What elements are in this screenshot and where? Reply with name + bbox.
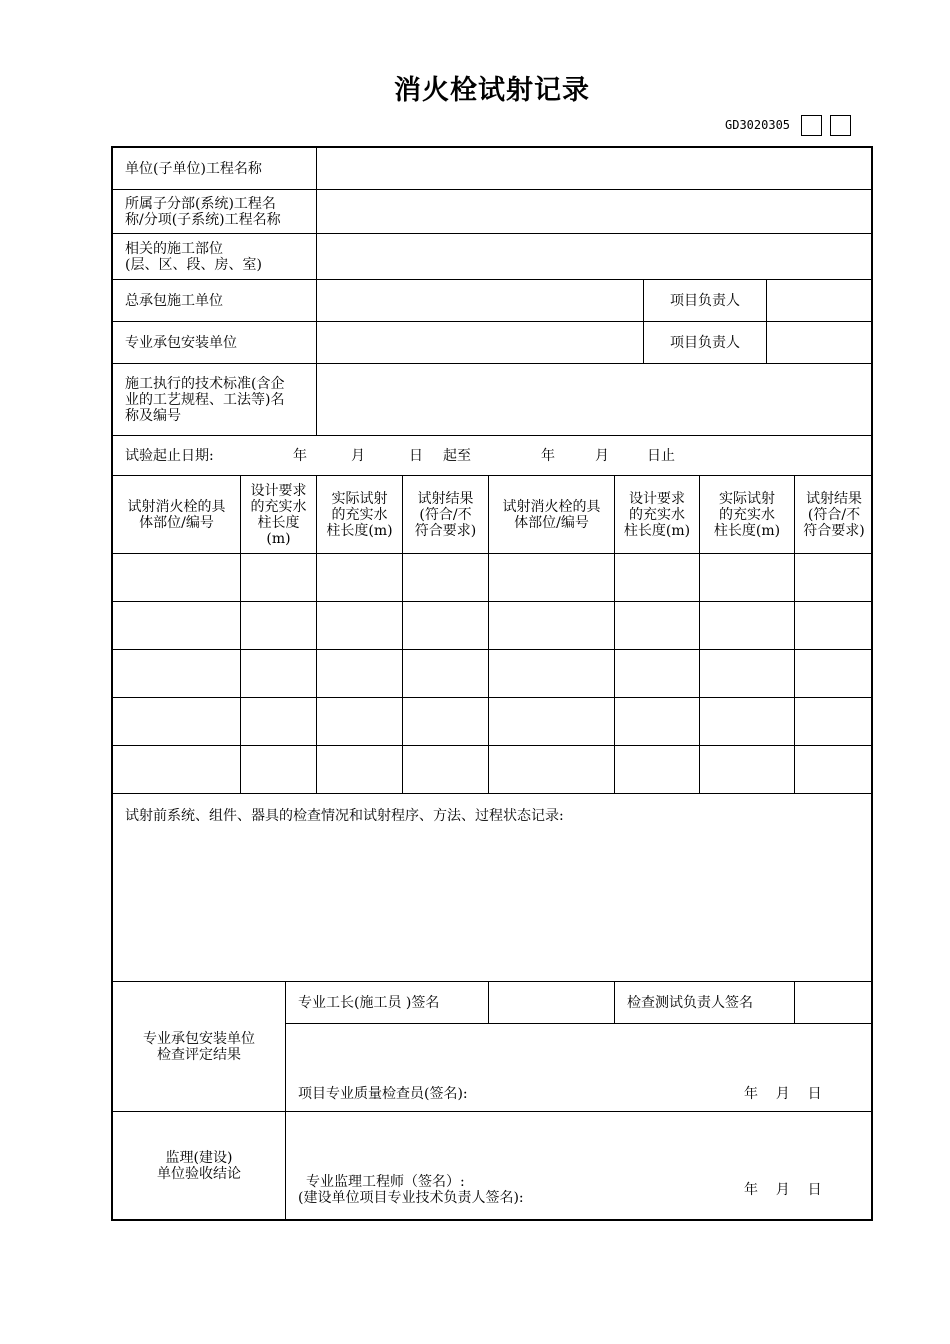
tester-signature-label: 检查测试负责人签名 <box>615 982 795 1024</box>
header-line: 符合要求) <box>414 522 477 539</box>
end-suffix-label: 日止 <box>647 448 675 464</box>
specialty-contractor-field[interactable] <box>317 322 644 364</box>
test-table-cell[interactable] <box>489 554 615 602</box>
header-line: 试射结果 <box>806 490 862 507</box>
standard-field[interactable] <box>317 364 873 436</box>
test-table-cell[interactable] <box>489 602 615 650</box>
test-table-cell[interactable] <box>795 650 873 698</box>
header-line: 的充实水 <box>331 506 388 523</box>
header-line: (m) <box>266 530 291 547</box>
test-table-cell[interactable] <box>317 650 403 698</box>
record-form <box>111 146 873 1221</box>
supervision-section-label: 监理(建设) 单位验收结论 <box>113 1112 286 1219</box>
general-contractor-label: 总承包施工单位 <box>113 280 317 322</box>
test-table-cell[interactable] <box>317 698 403 746</box>
test-table-cell[interactable] <box>113 602 241 650</box>
general-contractor-field[interactable] <box>317 280 644 322</box>
test-table-cell[interactable] <box>615 746 700 794</box>
qc-inspector-area[interactable] <box>286 1024 873 1112</box>
location-label: 相关的施工部位 (层、区、段、房、室) <box>113 234 317 280</box>
header-line: 的充实水 <box>718 506 775 523</box>
test-table-cell[interactable] <box>241 746 317 794</box>
test-table-header-cell <box>113 476 241 554</box>
form-code: GD3020305 <box>725 118 791 132</box>
header-line: 实际试射 <box>718 490 775 507</box>
supervision-conclusion-area[interactable] <box>286 1112 873 1219</box>
end-month-label: 月 <box>595 448 609 464</box>
contractor-section-label: 专业承包安装单位 检查评定结果 <box>113 982 286 1112</box>
header-line: 体部位/编号 <box>514 514 589 531</box>
test-table-header-cell <box>700 476 795 554</box>
test-table-cell[interactable] <box>700 698 795 746</box>
tester-signature-field[interactable] <box>795 982 873 1024</box>
code-box-2[interactable] <box>830 115 851 136</box>
unit-project-name-field[interactable] <box>317 148 873 190</box>
test-table-cell[interactable] <box>795 698 873 746</box>
header-line: 的充实水 <box>250 498 307 515</box>
test-table-cell[interactable] <box>403 602 489 650</box>
test-table-header-cell <box>403 476 489 554</box>
header-line: 设计要求 <box>628 490 685 507</box>
foreman-signature-label: 专业工长(施工员 )签名 <box>286 982 489 1024</box>
header-line: (符合/不 <box>807 506 861 523</box>
header-line: 柱长度 <box>257 514 300 531</box>
specialty-contractor-label: 专业承包安装单位 <box>113 322 317 364</box>
test-table-cell[interactable] <box>489 698 615 746</box>
test-table-cell[interactable] <box>615 602 700 650</box>
start-year-label: 年 <box>293 448 307 464</box>
test-table-cell[interactable] <box>489 746 615 794</box>
test-dates-label: 试验起止日期: <box>125 448 214 464</box>
test-table-header-cell <box>615 476 700 554</box>
test-table-cell[interactable] <box>241 554 317 602</box>
test-table-cell[interactable] <box>615 554 700 602</box>
test-dates-row <box>113 436 873 476</box>
test-table-cell[interactable] <box>615 650 700 698</box>
foreman-signature-field[interactable] <box>489 982 615 1024</box>
header-line: 试射消火栓的具 <box>502 498 601 515</box>
test-table-cell[interactable] <box>241 650 317 698</box>
header-line: 设计要求 <box>250 482 307 499</box>
unit-project-name-label: 单位(子单位)工程名称 <box>113 148 317 190</box>
standard-label: 施工执行的技术标准(含企 业的工艺规程、工法等)名 称及编号 <box>113 364 317 436</box>
test-table-cell[interactable] <box>403 746 489 794</box>
test-table-cell[interactable] <box>317 602 403 650</box>
header-line: 体部位/编号 <box>139 514 214 531</box>
header-line: 柱长度(m) <box>713 522 781 539</box>
test-table-cell[interactable] <box>489 650 615 698</box>
test-table-cell[interactable] <box>795 554 873 602</box>
test-table-cell[interactable] <box>113 650 241 698</box>
test-table-cell[interactable] <box>700 746 795 794</box>
header-line: 实际试射 <box>331 490 388 507</box>
test-table-header-cell <box>489 476 615 554</box>
subdivision-name-field[interactable] <box>317 190 873 234</box>
test-table-cell[interactable] <box>317 554 403 602</box>
test-table-header-cell <box>317 476 403 554</box>
header-line: 柱长度(m) <box>326 522 393 539</box>
test-table-cell[interactable] <box>113 746 241 794</box>
header-line: 试射消火栓的具 <box>127 498 226 515</box>
supervision-date-label: 年 月 日 <box>744 1182 822 1198</box>
location-field[interactable] <box>317 234 873 280</box>
test-table-cell[interactable] <box>113 554 241 602</box>
test-table-header-cell <box>241 476 317 554</box>
test-table-cell[interactable] <box>700 650 795 698</box>
end-year-label: 年 <box>541 448 555 464</box>
start-month-label: 月 <box>351 448 365 464</box>
supervising-engineer-label: 专业监理工程师（签名）: <box>306 1174 465 1190</box>
start-suffix-label: 起至 <box>443 448 471 464</box>
project-manager-field-1[interactable] <box>767 280 873 322</box>
test-table-cell[interactable] <box>317 746 403 794</box>
test-table-header-cell <box>795 476 873 554</box>
test-table-cell[interactable] <box>700 602 795 650</box>
page-title: 消火栓试射记录 <box>394 75 590 106</box>
start-day-label: 日 <box>409 448 423 464</box>
code-box-1[interactable] <box>801 115 822 136</box>
header-line: 符合要求) <box>803 522 865 539</box>
test-table-cell[interactable] <box>403 698 489 746</box>
test-table-cell[interactable] <box>615 698 700 746</box>
project-manager-field-2[interactable] <box>767 322 873 364</box>
qc-date-label: 年 月 日 <box>744 1086 822 1102</box>
test-table-cell[interactable] <box>241 698 317 746</box>
test-table-cell[interactable] <box>241 602 317 650</box>
subdivision-name-label: 所属子分部(系统)工程名 称/分项(子系统)工程名称 <box>113 190 317 234</box>
test-table-cell[interactable] <box>700 554 795 602</box>
inspection-record-label: 试射前系统、组件、器具的检查情况和试射程序、方法、过程状态记录: <box>125 808 564 824</box>
header-line: 的充实水 <box>628 506 685 523</box>
header-line: (符合/不 <box>419 506 472 523</box>
project-manager-label-1: 项目负责人 <box>644 280 767 322</box>
qc-inspector-label: 项目专业质量检查员(签名): <box>298 1086 468 1102</box>
header-line: 试射结果 <box>417 490 474 507</box>
header-line: 柱长度(m) <box>623 522 691 539</box>
test-table-cell[interactable] <box>403 650 489 698</box>
inspection-record-area[interactable] <box>113 794 873 982</box>
test-table-cell[interactable] <box>795 602 873 650</box>
project-manager-label-2: 项目负责人 <box>644 322 767 364</box>
test-table-cell[interactable] <box>113 698 241 746</box>
test-table-cell[interactable] <box>795 746 873 794</box>
test-table-cell[interactable] <box>403 554 489 602</box>
owner-tech-lead-label: (建设单位项目专业技术负责人签名): <box>298 1190 524 1206</box>
